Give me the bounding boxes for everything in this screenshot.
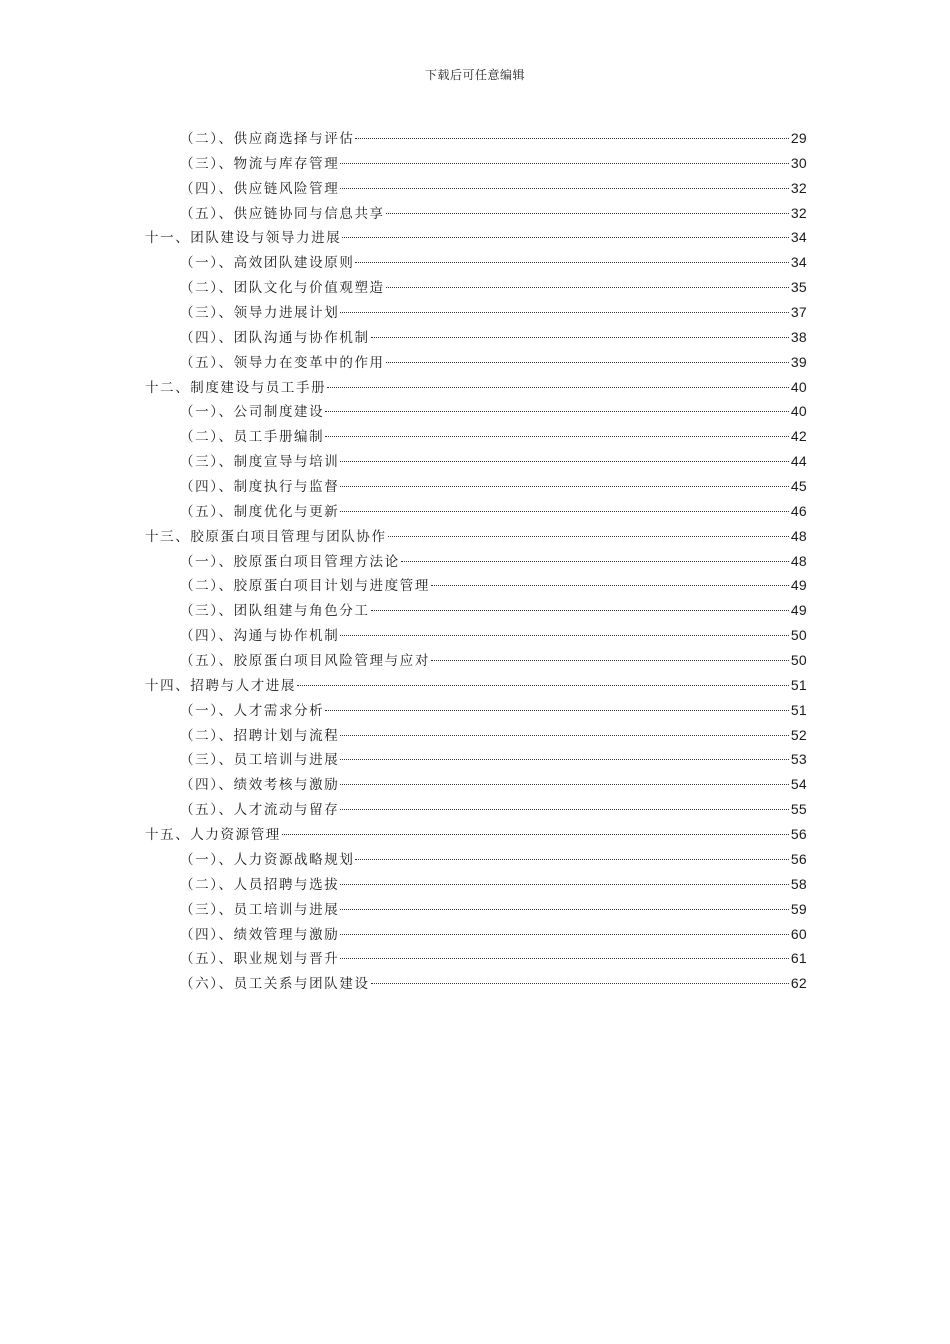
toc-section-entry[interactable] xyxy=(145,201,807,226)
toc-entry-page-number: 59 xyxy=(790,900,807,917)
toc-entry-page-number: 56 xyxy=(790,850,807,867)
toc-entry-title: （五）、职业规划与晋升 xyxy=(180,951,340,968)
dot-leader xyxy=(340,461,788,462)
toc-section-entry[interactable] xyxy=(145,350,807,375)
toc-entry-title: （一）、公司制度建设 xyxy=(180,404,325,421)
toc-section-entry[interactable] xyxy=(145,946,807,971)
toc-entry-page-number: 34 xyxy=(790,229,807,246)
toc-entry-title: （二）、胶原蛋白项目计划与进度管理 xyxy=(180,578,430,595)
toc-entry-page-number: 37 xyxy=(790,304,807,321)
toc-section-entry[interactable] xyxy=(145,747,807,772)
toc-entry-title: （四）、绩效考核与激励 xyxy=(180,777,340,794)
toc-entry-title: （二）、团队文化与价值观塑造 xyxy=(180,280,385,297)
toc-entry-page-number: 48 xyxy=(790,552,807,569)
dot-leader xyxy=(340,312,788,313)
toc-entry-title: （二）、人员招聘与选拔 xyxy=(180,876,340,893)
toc-entry-page-number: 54 xyxy=(790,776,807,793)
toc-entry-page-number: 30 xyxy=(790,154,807,171)
toc-entry-page-number: 44 xyxy=(790,453,807,470)
toc-entry-title: （五）、人才流动与留存 xyxy=(180,802,340,819)
dot-leader xyxy=(340,759,788,760)
dot-leader xyxy=(431,585,789,586)
dot-leader xyxy=(388,536,789,537)
toc-entry-title: （一）、人力资源战略规划 xyxy=(180,851,355,868)
toc-section-entry[interactable] xyxy=(145,275,807,300)
toc-entry-page-number: 45 xyxy=(790,478,807,495)
dot-leader xyxy=(342,237,789,238)
toc-entry-title: （六）、员工关系与团队建设 xyxy=(180,976,370,993)
dot-leader xyxy=(340,486,788,487)
toc-section-entry[interactable] xyxy=(145,698,807,723)
toc-entry-title: （一）、高效团队建设原则 xyxy=(180,255,355,272)
dot-leader xyxy=(340,958,788,959)
toc-entry-page-number: 49 xyxy=(790,602,807,619)
toc-entry-page-number: 39 xyxy=(790,353,807,370)
dot-leader xyxy=(401,561,789,562)
toc-section-entry[interactable] xyxy=(145,623,807,648)
toc-entry-page-number: 52 xyxy=(790,726,807,743)
dot-leader xyxy=(340,635,788,636)
dot-leader xyxy=(386,362,789,363)
toc-entry-title: （三）、员工培训与进展 xyxy=(180,752,340,769)
toc-section-entry[interactable] xyxy=(145,897,807,922)
toc-section-entry[interactable] xyxy=(145,424,807,449)
toc-entry-title: （一）、人才需求分析 xyxy=(180,702,325,719)
dot-leader xyxy=(340,163,788,164)
toc-entry-title: 十二、制度建设与员工手册 xyxy=(145,379,327,396)
dot-leader xyxy=(386,213,789,214)
toc-entry-page-number: 40 xyxy=(790,378,807,395)
dot-leader xyxy=(371,337,789,338)
toc-section-entry[interactable] xyxy=(145,499,807,524)
dot-leader xyxy=(340,511,788,512)
dot-leader xyxy=(371,610,789,611)
table-of-contents xyxy=(145,126,807,996)
dot-leader xyxy=(355,859,788,860)
toc-entry-page-number: 51 xyxy=(790,676,807,693)
toc-chapter-entry[interactable] xyxy=(145,225,807,250)
dot-leader xyxy=(340,735,788,736)
toc-entry-title: （五）、制度优化与更新 xyxy=(180,503,340,520)
toc-entry-page-number: 46 xyxy=(790,502,807,519)
toc-entry-page-number: 61 xyxy=(790,950,807,967)
page-header-note: 下载后可任意编辑 xyxy=(424,68,525,82)
toc-entry-title: （三）、员工培训与进展 xyxy=(180,901,340,918)
toc-entry-page-number: 53 xyxy=(790,751,807,768)
dot-leader xyxy=(325,411,789,412)
toc-entry-title: （四）、供应链风险管理 xyxy=(180,180,340,197)
toc-section-entry[interactable] xyxy=(145,573,807,598)
toc-section-entry[interactable] xyxy=(145,151,807,176)
dot-leader xyxy=(431,660,789,661)
toc-entry-page-number: 51 xyxy=(790,701,807,718)
toc-entry-page-number: 49 xyxy=(790,577,807,594)
toc-entry-title: （五）、胶原蛋白项目风险管理与应对 xyxy=(180,653,430,670)
toc-chapter-entry[interactable] xyxy=(145,524,807,549)
dot-leader xyxy=(340,884,788,885)
dot-leader xyxy=(340,188,788,189)
toc-entry-title: （三）、团队组建与角色分工 xyxy=(180,603,370,620)
toc-entry-page-number: 29 xyxy=(790,130,807,146)
toc-section-entry[interactable] xyxy=(145,922,807,947)
toc-chapter-entry[interactable] xyxy=(145,375,807,400)
toc-entry-page-number: 56 xyxy=(790,826,807,843)
toc-section-entry[interactable] xyxy=(145,250,807,275)
toc-entry-page-number: 32 xyxy=(790,204,807,221)
toc-entry-title: 十四、招聘与人才进展 xyxy=(145,677,296,694)
toc-chapter-entry[interactable] xyxy=(145,673,807,698)
toc-entry-page-number: 40 xyxy=(790,403,807,420)
toc-entry-title: （三）、制度宣导与培训 xyxy=(180,454,340,471)
toc-entry-page-number: 50 xyxy=(790,627,807,644)
toc-section-entry[interactable] xyxy=(145,598,807,623)
toc-entry-page-number: 35 xyxy=(790,279,807,296)
toc-entry-page-number: 62 xyxy=(790,975,807,992)
toc-entry-title: 十三、胶原蛋白项目管理与团队协作 xyxy=(145,528,387,545)
toc-entry-title: 十五、人力资源管理 xyxy=(145,827,281,844)
toc-section-entry[interactable] xyxy=(145,300,807,325)
toc-section-entry[interactable] xyxy=(145,872,807,897)
dot-leader xyxy=(355,262,788,263)
dot-leader xyxy=(355,138,788,139)
toc-chapter-entry[interactable] xyxy=(145,822,807,847)
dot-leader xyxy=(327,387,789,388)
toc-section-entry[interactable] xyxy=(145,847,807,872)
dot-leader xyxy=(340,809,788,810)
dot-leader xyxy=(282,834,789,835)
toc-entry-title: （一）、胶原蛋白项目管理方法论 xyxy=(180,553,400,570)
toc-entry-title: （三）、领导力进展计划 xyxy=(180,305,340,322)
toc-section-entry[interactable] xyxy=(145,648,807,673)
toc-section-entry[interactable] xyxy=(145,971,807,996)
toc-entry-title: （五）、供应链协同与信息共享 xyxy=(180,205,385,222)
dot-leader xyxy=(386,287,789,288)
toc-section-entry[interactable] xyxy=(145,772,807,797)
toc-entry-page-number: 50 xyxy=(790,652,807,669)
toc-entry-page-number: 34 xyxy=(790,254,807,271)
toc-entry-title: （四）、团队沟通与协作机制 xyxy=(180,329,370,346)
toc-entry-page-number: 38 xyxy=(790,328,807,345)
toc-entry-title: （四）、绩效管理与激励 xyxy=(180,926,340,943)
dot-leader xyxy=(371,983,789,984)
toc-entry-title: （三）、物流与库存管理 xyxy=(180,155,340,172)
toc-entry-title: （二）、供应商选择与评估 xyxy=(180,131,355,147)
toc-entry-page-number: 60 xyxy=(790,925,807,942)
toc-section-entry[interactable] xyxy=(145,176,807,201)
toc-section-entry[interactable] xyxy=(145,399,807,424)
toc-entry-page-number: 55 xyxy=(790,801,807,818)
dot-leader xyxy=(340,934,788,935)
toc-section-entry[interactable] xyxy=(145,723,807,748)
toc-entry-page-number: 58 xyxy=(790,875,807,892)
dot-leader xyxy=(297,685,789,686)
toc-entry-title: 十一、团队建设与领导力进展 xyxy=(145,230,342,247)
toc-entry-title: （二）、招聘计划与流程 xyxy=(180,727,340,744)
toc-section-entry[interactable] xyxy=(145,126,807,151)
toc-entry-page-number: 48 xyxy=(790,527,807,544)
toc-section-entry[interactable] xyxy=(145,449,807,474)
dot-leader xyxy=(325,710,789,711)
dot-leader xyxy=(340,909,788,910)
toc-entry-title: （二）、员工手册编制 xyxy=(180,429,325,446)
toc-section-entry[interactable] xyxy=(145,474,807,499)
toc-entry-title: （五）、领导力在变革中的作用 xyxy=(180,354,385,371)
toc-section-entry[interactable] xyxy=(145,549,807,574)
toc-entry-page-number: 42 xyxy=(790,428,807,445)
toc-section-entry[interactable] xyxy=(145,325,807,350)
dot-leader xyxy=(340,784,788,785)
dot-leader xyxy=(325,436,789,437)
toc-section-entry[interactable] xyxy=(145,797,807,822)
toc-entry-title: （四）、沟通与协作机制 xyxy=(180,628,340,645)
toc-entry-page-number: 32 xyxy=(790,179,807,196)
toc-entry-title: （四）、制度执行与监督 xyxy=(180,479,340,496)
